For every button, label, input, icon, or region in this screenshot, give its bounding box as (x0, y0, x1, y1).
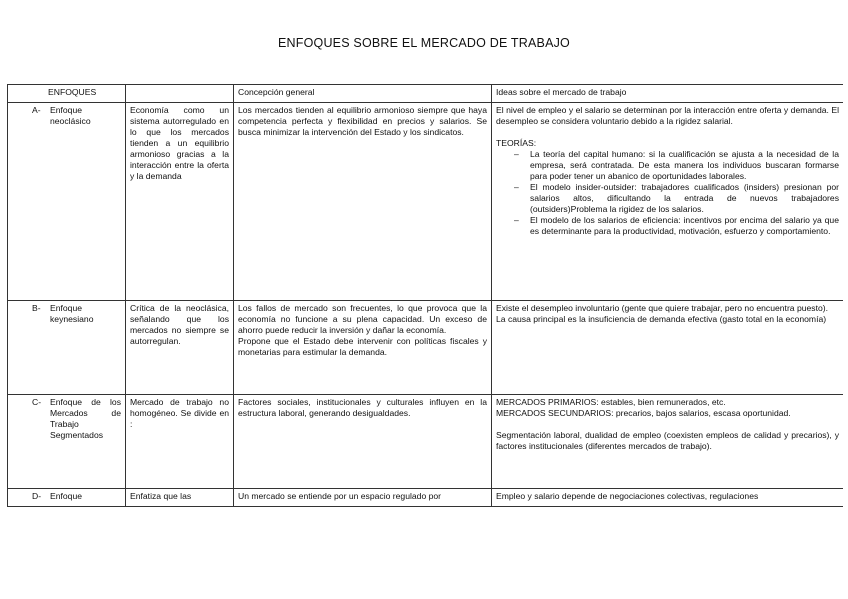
approach-name: Enfoque neoclásico (50, 105, 91, 126)
document-title: ENFOQUES SOBRE EL MERCADO DE TRABAJO (278, 36, 570, 50)
approach-concepcion: Factores sociales, institucionales y culturales influyen en la estructura laboral, generando desigualdades. (234, 395, 492, 489)
approach-cell (8, 489, 126, 508)
approach-letter: D- (32, 491, 42, 501)
approach-cell (8, 395, 126, 489)
table-row (8, 301, 844, 395)
ideas-paragraph: Existe el desempleo involuntario (gente que quiere trabajar, pero no encuentra puesto). (496, 303, 829, 313)
approach-letter: B- (32, 303, 41, 313)
ideas-paragraph: MERCADOS PRIMARIOS: estables, bien remunerados, etc. (496, 397, 726, 407)
approach-description: Mercado de trabajo no homogéneo. Se divide en : (126, 395, 234, 489)
header-enfoques: ENFOQUES (8, 85, 126, 103)
table-row (8, 395, 844, 489)
approaches-table (7, 84, 843, 507)
approach-concepcion: Los mercados tienden al equilibrio armonioso siempre que haya competencia perfecta y flexibilidad en precios y salarios. Se busca minimizar la intervención del Estado y los sindicatos. (234, 103, 492, 301)
teorias-list (496, 149, 839, 237)
ideas-paragraph: Segmentación laboral, dualidad de empleo (coexisten empleos de calidad y precarios), y factores institucionales (diferentes mercados de trabajo). (496, 430, 839, 451)
approach-letter: C- (32, 397, 42, 407)
approach-description: Economía como un sistema autorregulado en lo que los mercados tienden a un equilibrio armonioso gracias a la interacción entre la oferta y la demanda (126, 103, 234, 301)
approach-letter: A- (32, 105, 41, 115)
approach-name: Enfoque keynesiano (50, 303, 94, 324)
list-item: – El modelo de los salarios de eficiencia: incentivos por encima del salario ya que es determinante para la productividad, motivación, esfuerzo y comportamiento. (514, 215, 839, 237)
approach-ideas (492, 395, 844, 489)
approach-name: Enfoque de los Mercados de Trabajo Segmentados (50, 397, 121, 440)
ideas-paragraph: La causa principal es la insuficiencia de demanda efectiva (gasto total en la economía) (496, 314, 827, 324)
approach-concepcion (234, 301, 492, 395)
approach-ideas: Empleo y salario depende de negociaciones colectivas, regulaciones (492, 489, 844, 508)
header-ideas: Ideas sobre el mercado de trabajo (492, 85, 844, 103)
approach-description: Crítica de la neoclásica, señalando que los mercados no siempre se autorregulan. (126, 301, 234, 395)
ideas-intro: El nivel de empleo y el salario se determinan por la interacción entre oferta y demanda. El desempleo se considera voluntario debido a la rigidez salarial. (496, 105, 839, 126)
table-row (8, 489, 844, 508)
header-concepcion: Concepción general (234, 85, 492, 103)
approach-concepcion: Un mercado se entiende por un espacio regulado por (234, 489, 492, 508)
ideas-paragraph: MERCADOS SECUNDARIOS: precarios, bajos salarios, escasa oportunidad. (496, 408, 791, 418)
table-row (8, 103, 844, 301)
approach-description: Enfatiza que las (126, 489, 234, 508)
header-blank (126, 85, 234, 103)
approaches-table-container (7, 84, 843, 507)
approach-cell (8, 103, 126, 301)
list-item: – El modelo insider-outsider: trabajadores cualificados (insiders) presionan por salarios altos, dificultando la entrada de nuevos trabajadores (outsiders)Problema la rigidez de los salarios. (514, 182, 839, 215)
concepcion-paragraph: Propone que el Estado debe intervenir con políticas fiscales y monetarias para estimular la demanda. (238, 336, 487, 357)
table-header-row (8, 85, 844, 103)
concepcion-paragraph: Los fallos de mercado son frecuentes, lo que provoca que la economía no funcione a su plena capacidad. Un exceso de ahorro puede reducir la inversión y dañar la economía. (238, 303, 487, 335)
approach-name: Enfoque (50, 491, 83, 501)
approach-ideas (492, 103, 844, 301)
teorias-label: TEORÍAS: (496, 138, 537, 148)
approach-cell (8, 301, 126, 395)
approach-ideas (492, 301, 844, 395)
list-item: – La teoría del capital humano: si la cualificación se ajusta a la necesidad de la empresa, será contratada. De esta manera los individuos buscaran formarse para poder tener un abanico de oportunidades laborales. (514, 149, 839, 182)
